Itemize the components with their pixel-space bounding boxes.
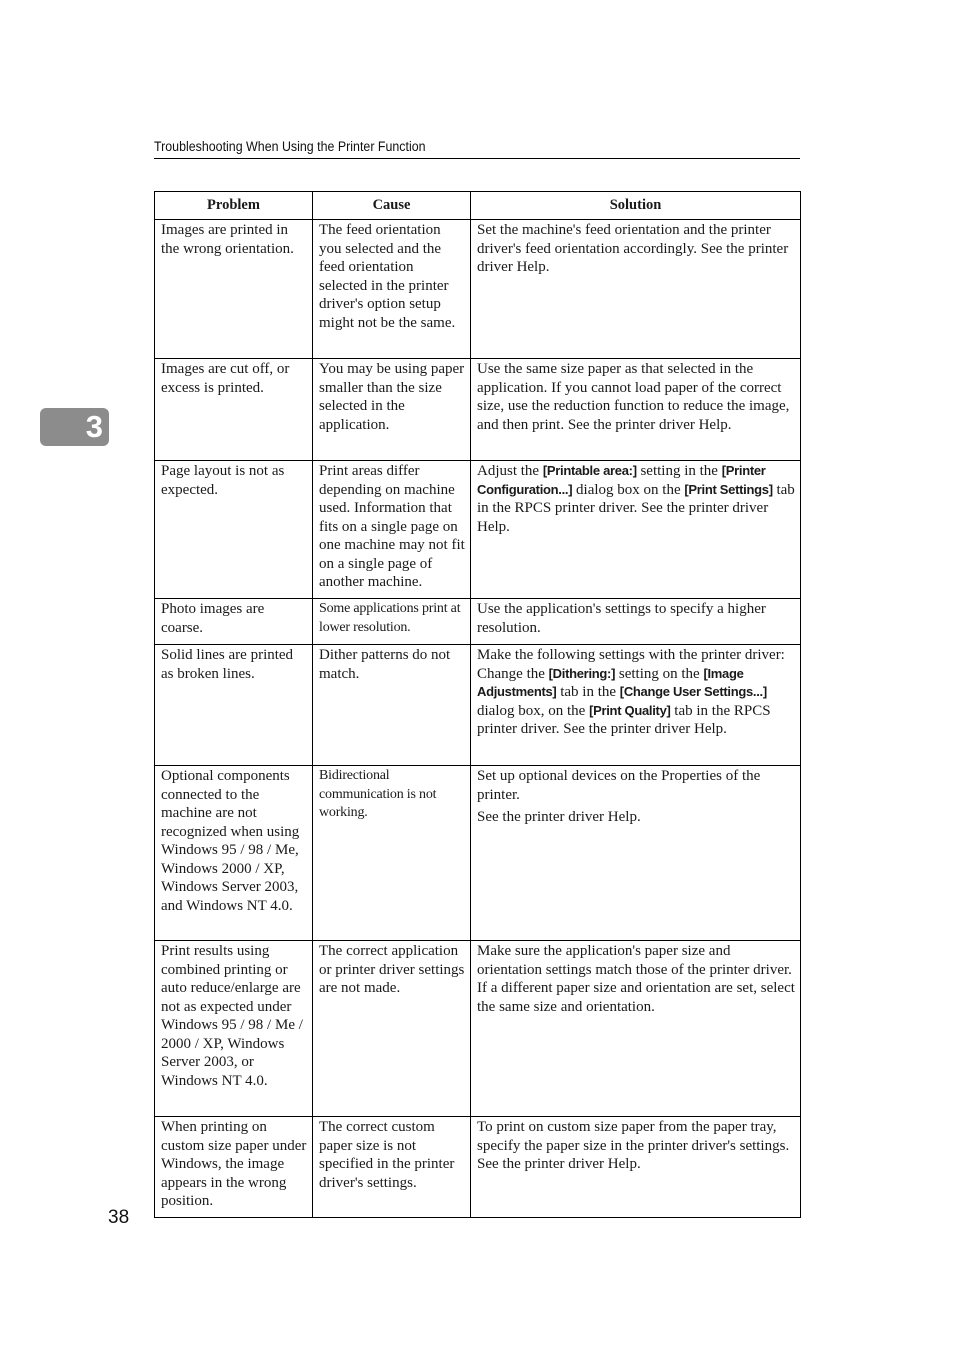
solution-text: tab in the RPCS printer driver. See the printer driver Help. <box>477 481 795 535</box>
troubleshooting-table <box>154 191 801 1218</box>
ui-label-change-user-settings: [Change User Settings...] <box>619 684 767 699</box>
header-rule <box>154 158 800 159</box>
ui-label-image-adjustments: [Image Adjustments] <box>477 665 744 699</box>
solution-text: tab in the <box>556 684 620 700</box>
problem-cell: Print results using combined printing or auto reduce/enlarge are not as expected under Windows 95 / 98 / Me / 2000 / XP, Windows Server 2003, or Windows NT 4.0. <box>155 941 313 1117</box>
solution-cell: Make sure the application's paper size and orientation settings match those of the printer driver. If a different paper size and orientation are set, select the same size and orientation. <box>471 941 801 1117</box>
running-header: Troubleshooting When Using the Printer Function <box>154 139 426 154</box>
solution-text: Adjust the <box>477 463 543 479</box>
solution-text: setting on the <box>615 665 704 682</box>
solution-cell <box>471 461 801 599</box>
table-row <box>155 461 801 599</box>
chapter-number: 3 <box>85 409 103 444</box>
cause-cell: The correct custom paper size is not specified in the printer driver's settings. <box>313 1117 471 1218</box>
solution-cell: To print on custom size paper from the paper tray, specify the paper size in the printer driver's settings. See the printer driver Help. <box>471 1117 801 1218</box>
solution-cell: Use the application's settings to specify a higher resolution. <box>471 599 801 645</box>
problem-cell: Photo images are coarse. <box>155 599 313 645</box>
solution-cell: Use the same size paper as that selected in the application. If you cannot load paper of the correct size, use the reduction function to reduce the image, and then print. See the printer driver Help. <box>471 359 801 461</box>
solution-text: Make the following settings with the printer driver: Change the <box>477 647 785 682</box>
solution-cell <box>471 766 801 941</box>
solution-text: setting in the <box>636 463 722 479</box>
header-solution: Solution <box>471 192 801 220</box>
table-row <box>155 645 801 766</box>
table-row <box>155 766 801 941</box>
table-row <box>155 359 801 461</box>
cause-cell: Dither patterns do not match. <box>313 645 471 766</box>
problem-cell: Images are printed in the wrong orientation. <box>155 220 313 359</box>
ui-label-printer-configuration: [Printer Configuration...] <box>477 463 766 497</box>
page-number: 38 <box>108 1207 130 1228</box>
cause-cell: Some applications print at lower resolution. <box>313 599 471 645</box>
solution-cell: Set the machine's feed orientation and the printer driver's feed orientation accordingly. See the printer driver Help. <box>471 220 801 359</box>
header-problem: Problem <box>155 192 313 220</box>
problem-cell: Images are cut off, or excess is printed. <box>155 359 313 461</box>
solution-paragraph: Set up optional devices on the Properties of the printer. <box>477 768 761 803</box>
table-header-row <box>155 192 801 220</box>
solution-text: tab in the RPCS printer driver. See the printer driver Help. <box>477 702 771 737</box>
ui-label-print-quality: [Print Quality] <box>589 702 671 718</box>
chapter-tab <box>40 408 109 446</box>
solution-cell <box>471 645 801 766</box>
cause-cell: Bidirectional communication is not working. <box>313 766 471 941</box>
ui-label-printable-area: [Printable area:] <box>542 463 637 478</box>
table-row <box>155 1117 801 1218</box>
table-row <box>155 599 801 645</box>
solution-paragraph: See the printer driver Help. <box>477 809 641 825</box>
table-row <box>155 941 801 1117</box>
solution-text: dialog box, on the <box>477 702 590 719</box>
header-cause: Cause <box>313 192 471 220</box>
ui-label-print-settings: [Print Settings] <box>684 481 773 497</box>
problem-cell: Page layout is not as expected. <box>155 461 313 599</box>
table-row <box>155 220 801 359</box>
cause-cell: The correct application or printer driver settings are not made. <box>313 941 471 1117</box>
problem-cell: Solid lines are printed as broken lines. <box>155 645 313 766</box>
cause-cell: Print areas differ depending on machine used. Information that fits on a single page on one machine may not fit on a single page of another machine. <box>313 461 471 599</box>
problem-cell: When printing on custom size paper under Windows, the image appears in the wrong position. <box>155 1117 313 1218</box>
ui-label-dithering: [Dithering:] <box>548 665 616 681</box>
solution-text: dialog box on the <box>572 481 685 498</box>
problem-cell: Optional components connected to the machine are not recognized when using Windows 95 / 98 / Me, Windows 2000 / XP, Windows Server 2003, and Windows NT 4.0. <box>155 766 313 941</box>
cause-cell: The feed orientation you selected and the feed orientation selected in the printer driver's option setup might not be the same. <box>313 220 471 359</box>
cause-cell: You may be using paper smaller than the size selected in the application. <box>313 359 471 461</box>
